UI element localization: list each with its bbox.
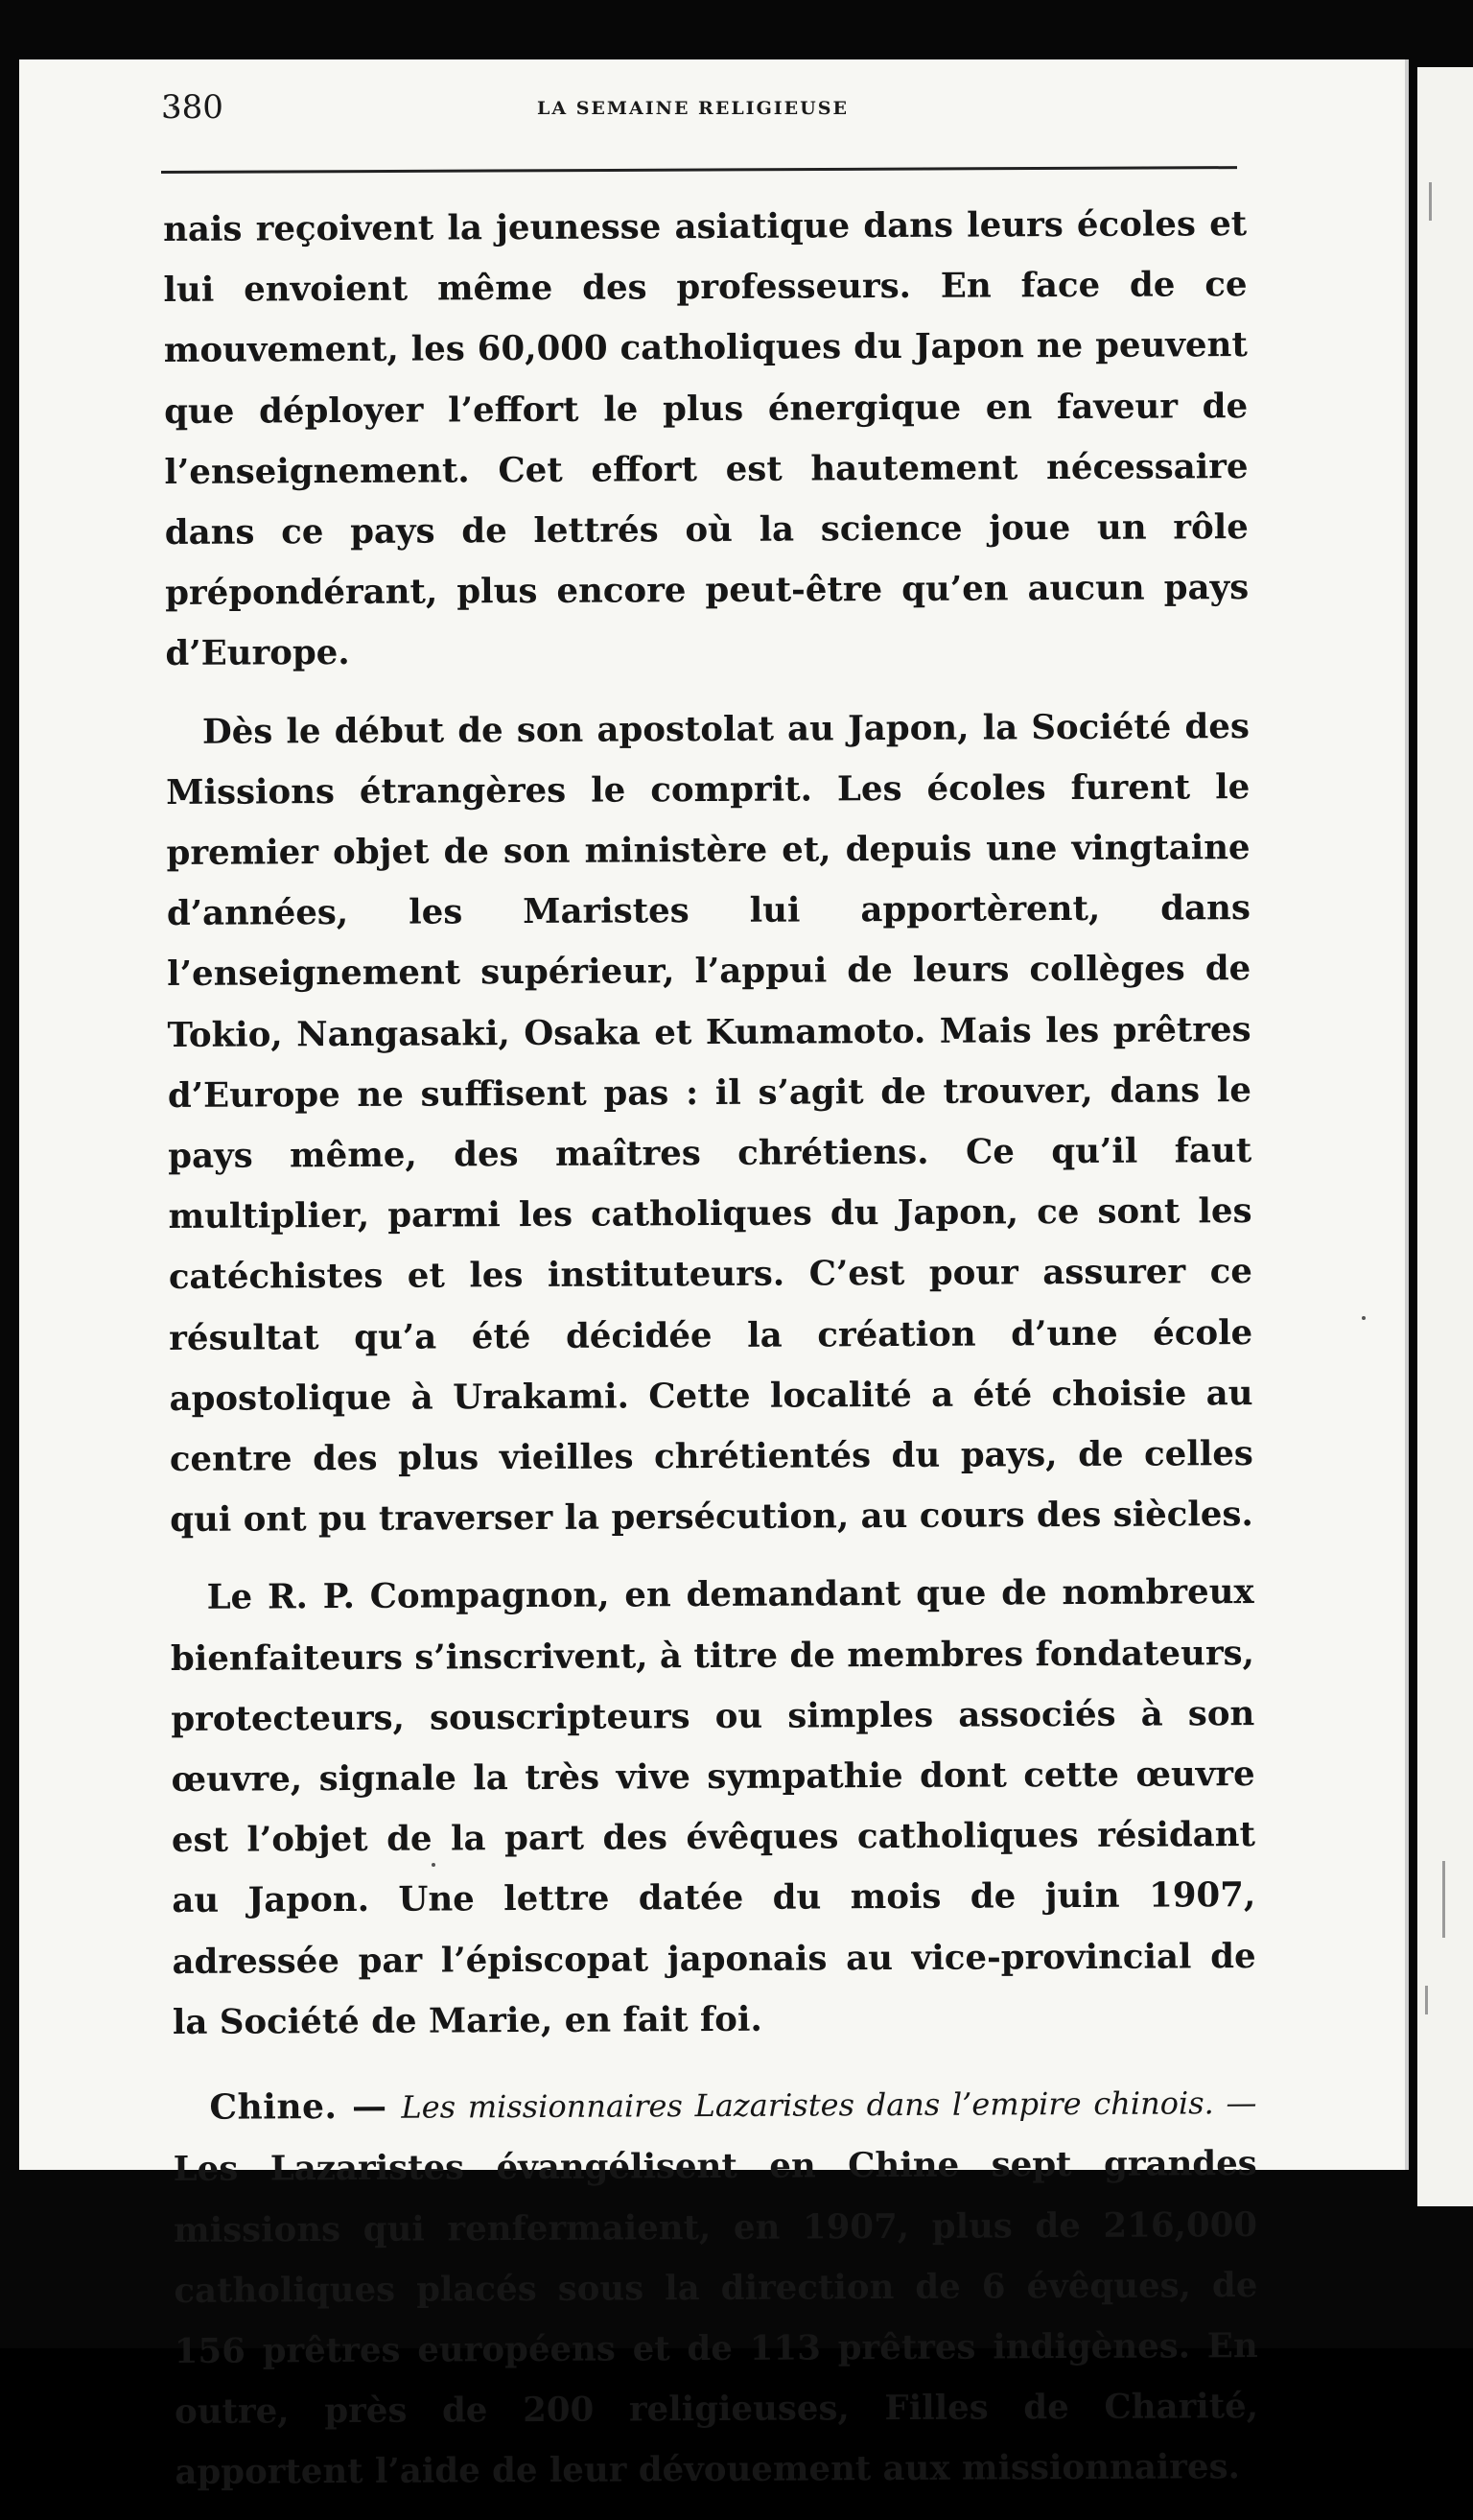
page-header (161, 88, 1235, 146)
scan-speck (1362, 1316, 1366, 1320)
paragraph-3: Le R. P. Compagnon, en demandant que de nombreux bienfaiteurs s’inscrivent, à titre de membres fondateurs, protecteurs, souscripteurs ou simples associés à son œuvre, signale la très vive sympathie dont cette œuvre est l’objet de la part des évêques catholiques résidant au Japon. Une lettre datée du mois de juin 1907, adressée par l’épiscopat japonais au vice-provincial de la Société de Marie, en fait foi. (170, 1572, 1256, 2042)
section-text: Les Lazaristes évangélisent en Chine sept grandes missions qui renfermaient, en 1907, plus de 216,000 catholiques placés sous la direction de 6 évêques, de 156 prêtres européens et de 113 prêtres indigènes. En outre, près de 200 religieuses, Filles de Charité, apportent l’aide de leur dévouement aux missionnaires. (173, 2144, 1259, 2493)
page-number: 380 (161, 88, 223, 127)
running-title: LA SEMAINE RELIGIEUSE (537, 98, 849, 119)
adjacent-page-edge (1417, 67, 1473, 2206)
paragraph-1: nais reçoivent la jeunesse asiatique dans leurs écoles et lui envoient même des professeurs. En face de ce mouvement, les 60,000 catholiques du Japon ne peuvent que déployer l’effort le plus énergique en faveur de l’enseignement. Cet effort est hautement nécessaire dans ce pays de lettrés où la science joue un rôle prépondérant, plus encore peut-être qu’en aucun pays d’Europe. (163, 204, 1250, 674)
paragraph-2: Dès le début de son apostolat au Japon, la Société des Missions étrangères le comprit. Les écoles furent le premier objet de son ministère et, depuis une vingtaine d’années, les Maristes lui apportèrent, dans l’enseignement supérieur, l’appui de leurs collèges de Tokio, Nangasaki, Osaka et Kumamoto. Mais les prêtres d’Europe ne suffisent pas : il s’agit de trouver, dans le pays même, des maîtres chrétiens. Ce qu’il faut multiplier, parmi les catholiques du Japon, ce sont les catéchistes et les instituteurs. C’est pour assurer ce résultat qu’a été décidée la création d’une école apostolique à Urakami. Cette localité a été choisie au centre des plus vieilles chrétientés du pays, de celles qui ont pu traverser la persécution, au cours des siècles. (166, 706, 1253, 1541)
section-paragraph (173, 2072, 1258, 2503)
page-body (163, 194, 1259, 2520)
section-subtitle: Les missionnaires Lazaristes dans l’empire chinois. — (401, 2084, 1257, 2126)
section-heading: Chine. — (209, 2085, 387, 2128)
